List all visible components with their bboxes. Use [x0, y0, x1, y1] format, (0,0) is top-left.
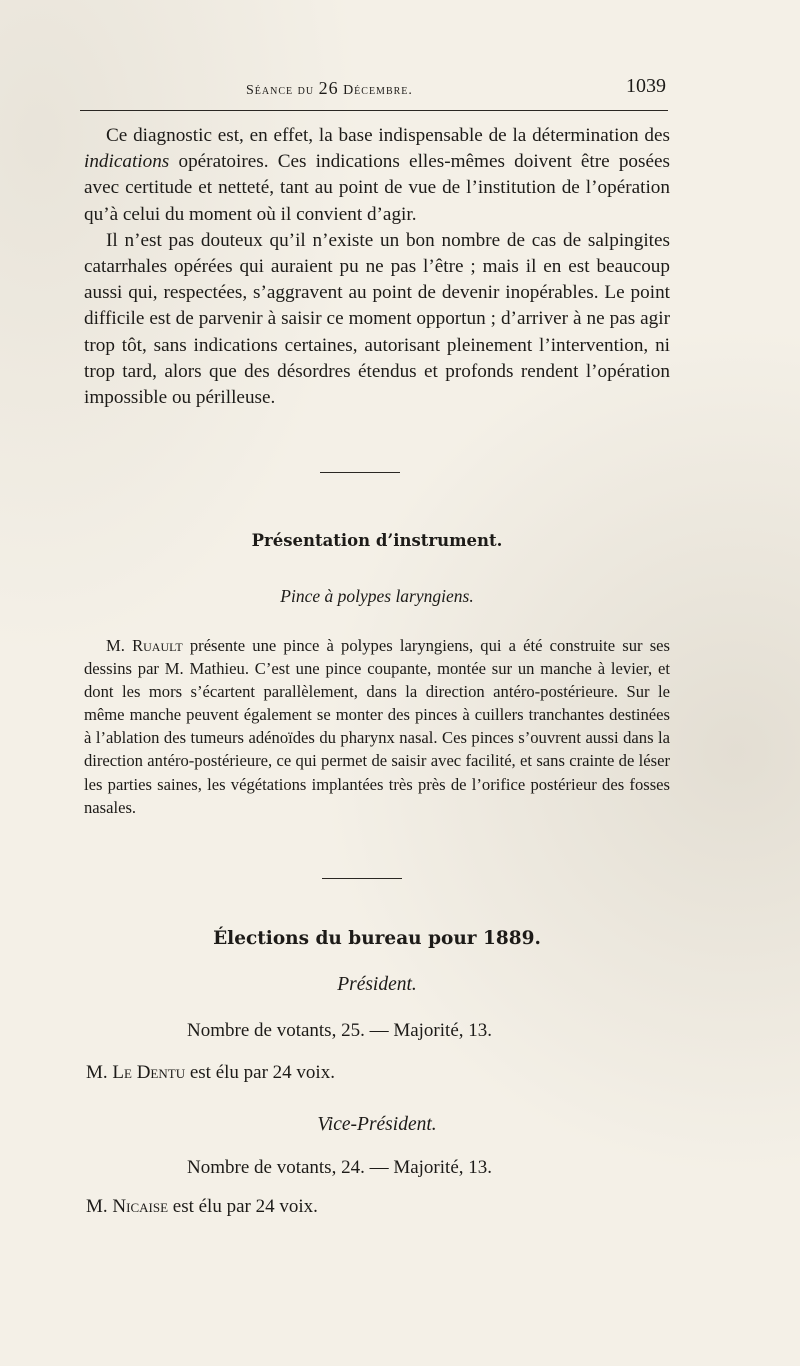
page-number: 1039: [626, 75, 666, 97]
intro-paragraph-2: Il n’est pas douteux qu’il n’existe un bon nombre de cas de salpingites catarrhales opérées qui auraient pu ne pas l’être ; mais il en est beaucoup aussi qui, respectées, s’aggravent au point de devenir inopérables. Le point difficile est de parvenir à saisir ce moment opportun ; d’arriver à ne pas agir trop tôt, sans indications certaines, autorisant pleinement l’intervention, ni trop tard, alors que des désordres étendus et profonds rendent l’opération impossible ou périlleuse.: [84, 229, 670, 409]
president-votes: Nombre de votants, 25. — Majorité, 13.: [187, 1020, 493, 1041]
running-title: Séance du 26 Décembre.: [246, 78, 413, 98]
vice-president-heading: Vice-Président.: [317, 1114, 437, 1135]
header-rule: [80, 110, 668, 111]
presentation-title: Présentation d’instrument.: [251, 531, 503, 550]
section-divider: [320, 472, 400, 473]
intro-paragraph-1: Ce diagnostic est, en effet, la base indispensable de la détermination des indications opératoires. Ces indications elles-mêmes doivent être posées avec certitude et netteté, tant au point de vue de l’institution de l’opération qu’à celui du moment où il convient d’agir.: [84, 125, 670, 225]
author-name: Ruault: [132, 636, 183, 655]
presentation-text: [84, 634, 670, 819]
running-head: [86, 75, 666, 102]
president-result: M. Le Dentu est élu par 24 voix.: [86, 1062, 335, 1083]
vice-president-result: M. Nicaise est élu par 24 voix.: [86, 1196, 318, 1217]
presentation-paragraph: M. Ruault présente une pince à polypes laryngiens, qui a été construite sur ses dessins par M. Mathieu. C’est une pince coupante, montée sur un manche à levier, et dont les mors s’écartent parallèlement, dans la direction antéro-postérieure. Sur le même manche peuvent également se monter des pinces à cuillers tranchantes destinées à l’ablation des tumeurs adénoïdes du pharynx nasal. Ces pinces s’ouvrent aussi dans la direction antéro-postérieure, ce qui permet de saisir avec facilité, et sans crainte de léser les parties saines, les végétations implantées très près de l’orifice postérieur des fosses nasales.: [84, 636, 670, 817]
section-divider: [322, 878, 402, 879]
vice-president-votes: Nombre de votants, 24. — Majorité, 13.: [187, 1157, 493, 1178]
president-heading: Président.: [337, 974, 417, 995]
presentation-subtitle: Pince à polypes laryngiens.: [280, 586, 474, 606]
intro-text: [84, 123, 670, 411]
elections-title: Élections du bureau pour 1889.: [213, 928, 541, 949]
